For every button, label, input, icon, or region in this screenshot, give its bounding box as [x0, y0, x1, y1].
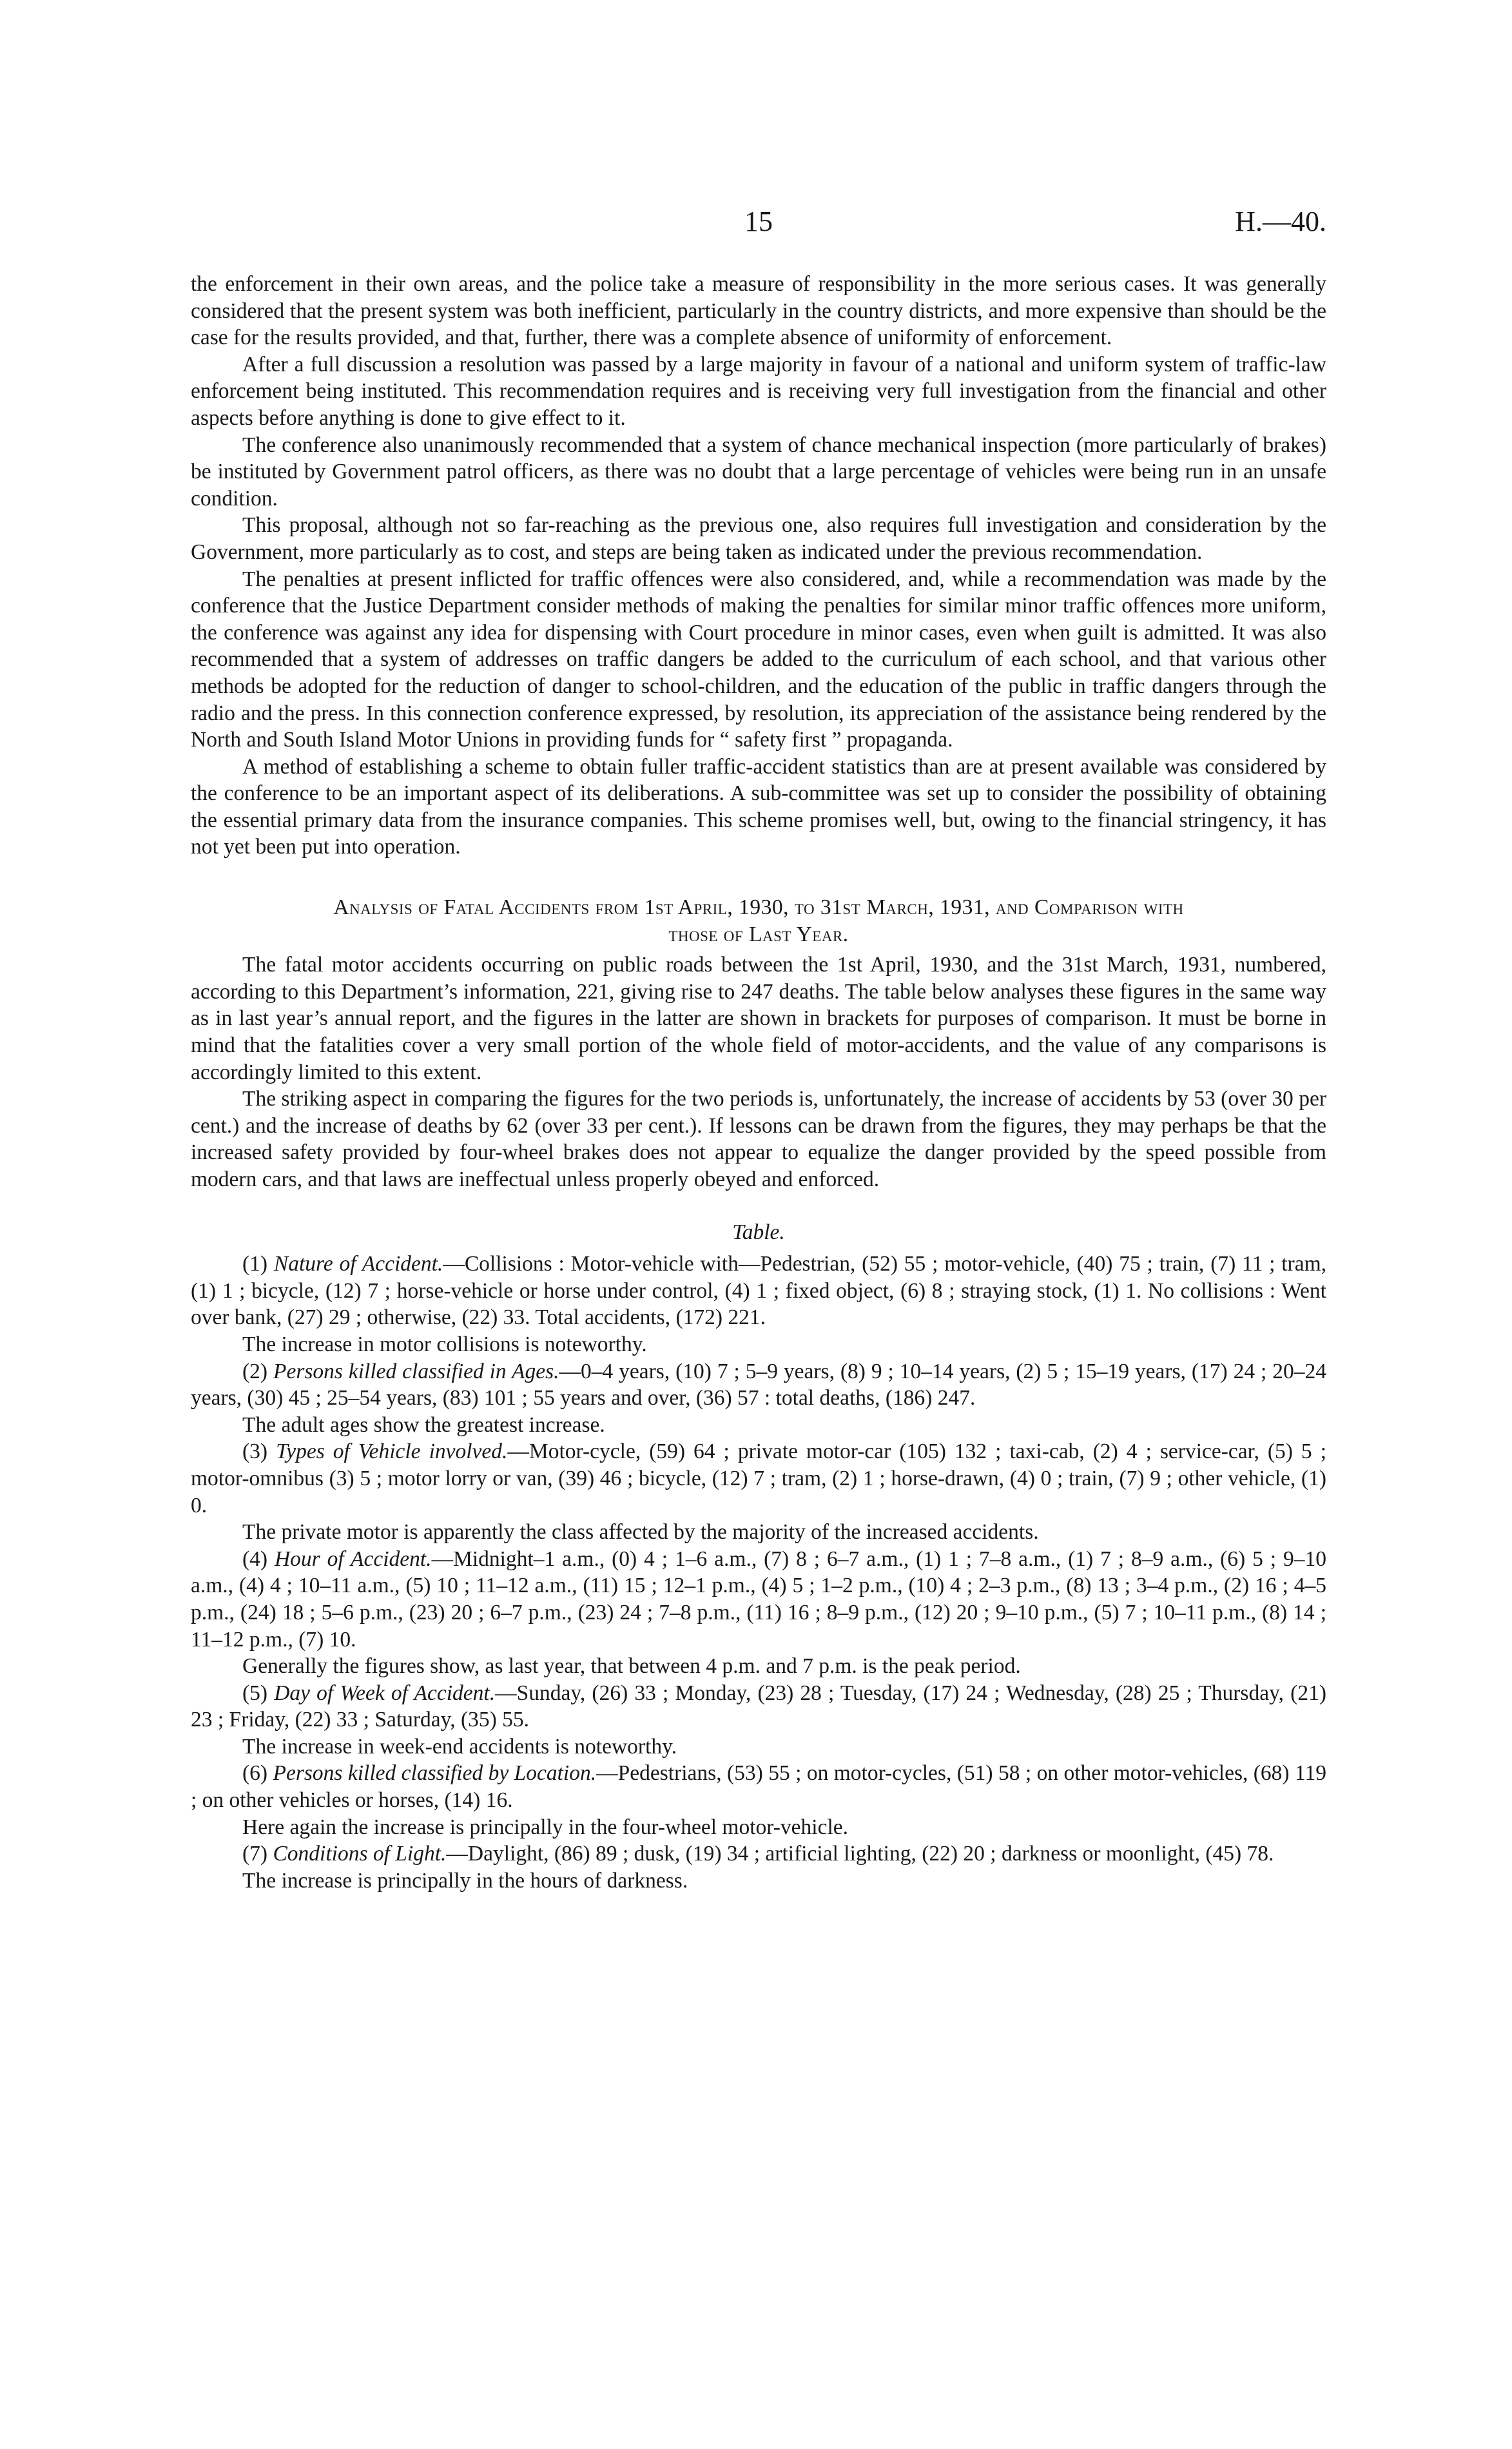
item-title: Persons killed classified by Location.	[273, 1761, 597, 1786]
item-note: The increase is principally in the hours of darkness.	[242, 1868, 688, 1893]
item-note: The adult ages show the greatest increase.	[242, 1412, 605, 1437]
item-note: The increase in week-end accidents is noteworthy.	[242, 1734, 677, 1759]
paragraph: The fatal motor accidents occurring on public roads between the 1st April, 1930, and the 31st March, 1931, numbered, according to this Department’s information, 221, giving rise to 247 deaths. The table below analyses these figures in the same way as in last year’s annual report, and the figures in the latter are shown in brackets for purposes of comparison. It must be borne in mind that the fatalities cover a very small portion of the whole field of motor-accidents, and the value of any comparisons is accordingly limited to this extent.	[191, 953, 1326, 1084]
item-title: Hour of Accident.	[274, 1546, 432, 1571]
item-body: —Collisions : Motor-vehicle with—Pedestrian, (52) 55 ; motor-vehicle, (40) 75 ; train, (7) 11 ; tram, (1) 1 ; bicycle, (12) 7 ; horse-vehicle or horse under control, (4) 1 ; fixed object, (6) 8 ; straying stock, (1) 1. No collisions : Went over bank, (27) 29 ; otherwise, (22) 33. Total accidents, (172) 221.	[191, 1252, 1327, 1330]
item-body: —Sunday, (26) 33 ; Monday, (23) 28 ; Tuesday, (17) 24 ; Wednesday, (28) 25 ; Thursday, (21) 23 ; Friday, (22) 33 ; Saturday, (35) 55.	[191, 1681, 1326, 1732]
paragraph: A method of establishing a scheme to obtain fuller traffic-accident statistics than are at present available was considered by the conference to be an important aspect of its deliberations. A sub-committee was set up to consider the possibility of obtaining the essential primary data from the insurance companies. This scheme promises well, but, owing to the financial stringency, it has not yet been put into operation.	[191, 754, 1326, 859]
item-body: —Motor-cycle, (59) 64 ; private motor-car (105) 132 ; taxi-cab, (2) 4 ; service-car, (5) 5 ; motor-omnibus (3) 5 ; motor lorry or van, (39) 46 ; bicycle, (12) 7 ; tram, (2) 1 ; horse-drawn, (4) 0 ; train, (7) 9 ; other vehicle, (1) 0.	[191, 1439, 1326, 1517]
table-item	[191, 1438, 1326, 1519]
table-items	[191, 1251, 1326, 1894]
item-body: —Daylight, (86) 89 ; dusk, (19) 34 ; artificial lighting, (22) 20 ; darkness or moonlight, (45) 78.	[446, 1842, 1274, 1866]
item-title: Persons killed classified in Ages.	[273, 1359, 559, 1383]
item-number: (3)	[242, 1439, 268, 1464]
item-note: Generally the figures show, as last year, that between 4 p.m. and 7 p.m. is the peak period.	[242, 1654, 1021, 1679]
item-body: —Pedestrians, (53) 55 ; on motor-cycles, (51) 58 ; on other motor-vehicles, (68) 119 ; on other vehicles or horses, (14) 16.	[191, 1761, 1326, 1813]
item-number: (7)	[242, 1842, 268, 1866]
table-item	[191, 1251, 1326, 1331]
table-item	[191, 1840, 1326, 1868]
paragraph: The conference also unanimously recommended that a system of chance mechanical inspection (more particularly of brakes) be instituted by Government patrol officers, as there was no doubt that a large percentage of vehicles were being run in an unsafe condition.	[191, 433, 1326, 511]
item-number: (6)	[242, 1761, 268, 1786]
item-note: Here again the increase is principally in the four-wheel motor-vehicle.	[242, 1815, 848, 1839]
table-item	[191, 1546, 1326, 1653]
section-heading	[191, 894, 1326, 948]
section-heading-line: Analysis of Fatal Accidents from 1st April, 1930, to 31st March, 1931, and Comparison with	[333, 895, 1184, 920]
item-body: —0–4 years, (10) 7 ; 5–9 years, (8) 9 ; 10–14 years, (2) 5 ; 15–19 years, (17) 24 ; 20–24 years, (30) 45 ; 25–54 years, (83) 101 ; 55 years and over, (36) 57 : total deaths, (186) 247.	[191, 1359, 1327, 1410]
table-item	[191, 1760, 1326, 1813]
paragraph: The striking aspect in comparing the figures for the two periods is, unfortunately, the increase of accidents by 53 (over 30 per cent.) and the increase of deaths by 62 (over 33 per cent.). If lessons can be drawn from the figures, they may perhaps be that the increased safety provided by four-wheel brakes does not appear to equalize the danger provided by the speed possible from modern cars, and that laws are ineffectual unless properly obeyed and enforced.	[191, 1087, 1326, 1191]
item-note: The private motor is apparently the class affected by the majority of the increased accidents.	[242, 1520, 1039, 1545]
item-title: Nature of Accident.	[273, 1252, 443, 1276]
item-number: (2)	[242, 1359, 268, 1383]
table-item	[191, 1680, 1326, 1733]
item-number: (1)	[242, 1252, 268, 1276]
item-number: (5)	[242, 1681, 268, 1705]
table-item	[191, 1358, 1326, 1412]
item-title: Types of Vehicle involved.	[276, 1439, 508, 1464]
page-body	[191, 271, 1326, 1894]
table-title: Table.	[732, 1220, 785, 1244]
document-reference: H.—40.	[1235, 206, 1326, 237]
section-heading-line: those of Last Year.	[668, 922, 849, 946]
item-title: Conditions of Light.	[273, 1842, 447, 1866]
item-number: (4)	[242, 1546, 268, 1571]
paragraph: the enforcement in their own areas, and the police take a measure of responsibility in the more serious cases. It was generally considered that the present system was both inefficient, particularly in the country districts, and more expensive than should be the case for the results provided, and that, further, there was a complete absence of uniformity of enforcement.	[191, 272, 1326, 350]
paragraph: The penalties at present inflicted for traffic offences were also considered, and, while a recommendation was made by the conference that the Justice Department consider methods of making the penalties for similar minor traffic offences more uniform, the conference was against any idea for dispensing with Court procedure in minor cases, even when guilt is admitted. It was also recommended that a system of addresses on traffic dangers be added to the curriculum of each school, and that various other methods be adopted for the reduction of danger to school-children, and the education of the public in traffic dangers through the radio and the press. In this connection conference expressed, by resolution, its appreciation of the assistance being rendered by the North and South Island Motor Unions in providing funds for “ safety first ” propaganda.	[191, 567, 1326, 752]
page-number: 15	[744, 206, 773, 237]
item-note: The increase in motor collisions is noteworthy.	[242, 1332, 647, 1356]
item-body: —Midnight–1 a.m., (0) 4 ; 1–6 a.m., (7) 8 ; 6–7 a.m., (1) 1 ; 7–8 a.m., (1) 7 ; 8–9 a.m., (6) 5 ; 9–10 a.m., (4) 4 ; 10–11 a.m., (5) 10 ; 11–12 a.m., (11) 15 ; 12–1 p.m., (4) 5 ; 1–2 p.m., (10) 4 ; 2–3 p.m., (8) 13 ; 3–4 p.m., (2) 16 ; 4–5 p.m., (24) 18 ; 5–6 p.m., (23) 20 ; 6–7 p.m., (23) 24 ; 7–8 p.m., (11) 16 ; 8–9 p.m., (12) 20 ; 9–10 p.m., (5) 7 ; 10–11 p.m., (8) 14 ; 11–12 p.m., (7) 10.	[191, 1546, 1327, 1652]
paragraph: After a full discussion a resolution was passed by a large majority in favour of a national and uniform system of traffic-law enforcement being instituted. This recommendation requires and is receiving very full investigation from the financial and other aspects before anything is done to give effect to it.	[191, 352, 1326, 430]
page-header	[191, 205, 1326, 244]
paragraph: This proposal, although not so far-reaching as the previous one, also requires full investigation and consideration by the Government, more particularly as to cost, and steps are being taken as indicated under the previous recommendation.	[191, 513, 1326, 564]
item-title: Day of Week of Accident.	[274, 1681, 496, 1705]
